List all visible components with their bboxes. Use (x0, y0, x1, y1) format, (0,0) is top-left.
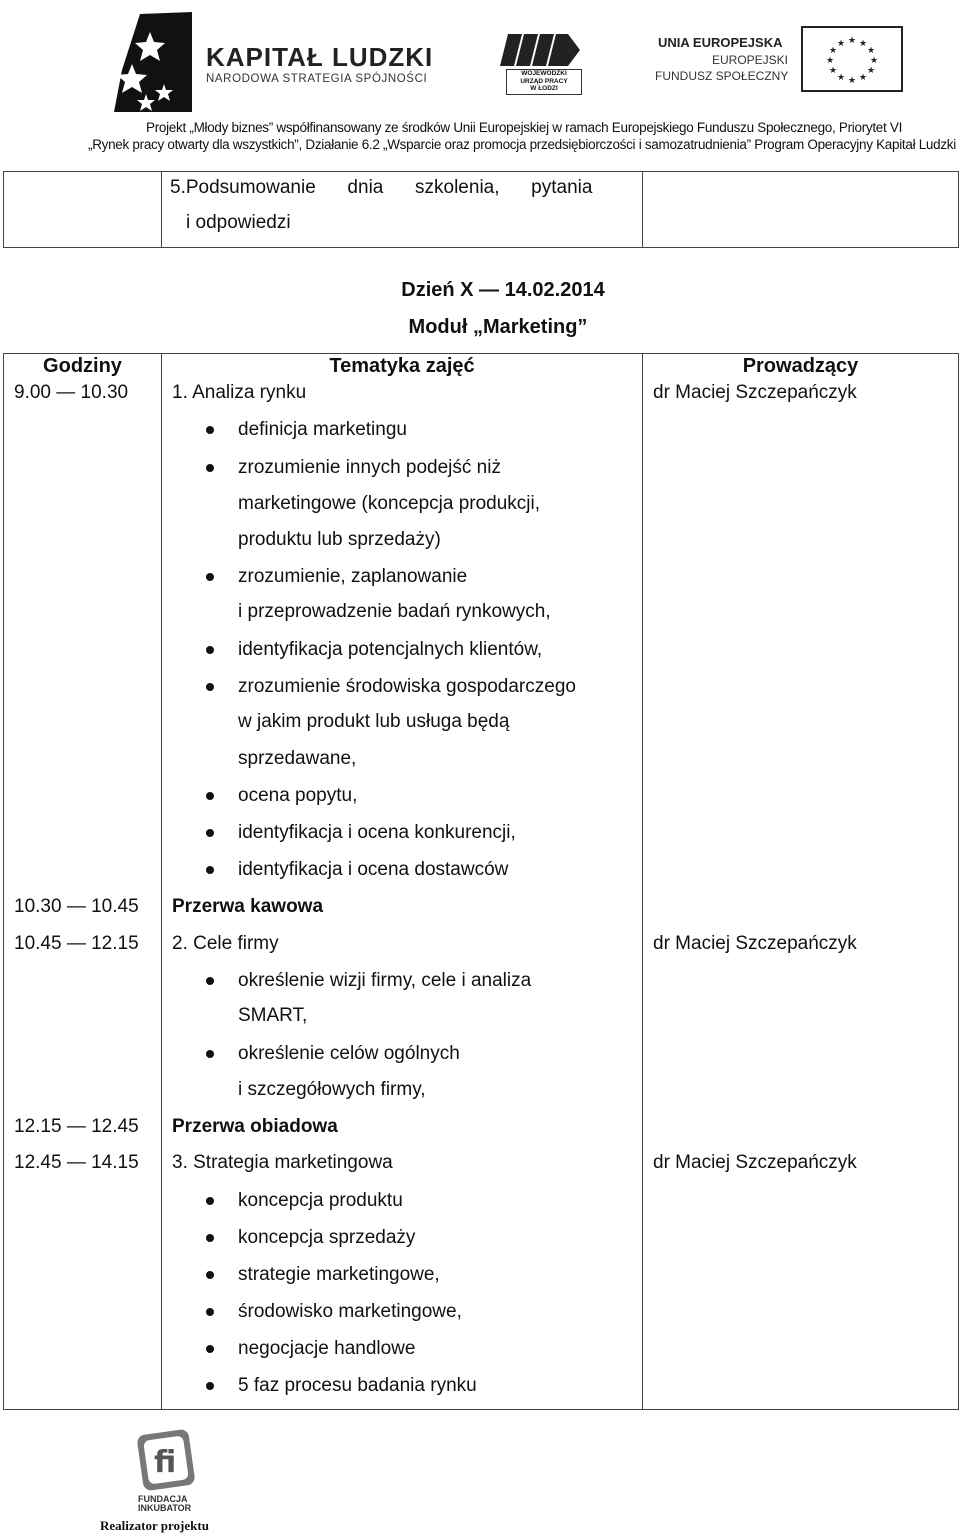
bullet-item-text: zrozumienie środowiska gospodarczego (238, 676, 576, 697)
bullet-item-text: koncepcja produktu (238, 1190, 403, 1211)
svg-text:★: ★ (828, 66, 838, 76)
kl-logo-title: KAPITAŁ LUDZKI (206, 42, 434, 72)
bullet-icon (206, 1050, 214, 1058)
kl-logo-subtitle: NARODOWA STRATEGIA SPÓJNOŚCI (206, 73, 428, 85)
eu-line: FUNDUSZ SPOŁECZNY (655, 69, 789, 83)
fundacja-inkubator-logo-icon (134, 1428, 198, 1494)
bullet-icon (206, 1308, 214, 1316)
wup-line: WOJEWÓDZKI (521, 70, 567, 77)
previous-topic-line: 5.Podsumowanie dnia szkolenia, pytania (170, 177, 593, 198)
footer-logo-line: FUNDACJA (138, 1494, 188, 1504)
day-title: Dzień X — 14.02.2014 (401, 279, 605, 301)
wup-emblem-icon (500, 30, 586, 70)
wup-label-box (506, 69, 582, 95)
bullet-item-text: i przeprowadzenie badań rynkowych, (238, 601, 551, 622)
bullet-icon (206, 464, 214, 472)
bullet-icon (206, 426, 214, 434)
svg-text:★: ★ (825, 56, 835, 66)
bullet-icon (206, 866, 214, 874)
eu-line: EUROPEJSKI (712, 53, 789, 67)
module-title: Moduł „Marketing” (408, 316, 588, 338)
bullet-item-text: w jakim produkt lub usługa będą (238, 711, 510, 732)
column-header-lecturer: Prowadzący (742, 355, 859, 377)
bullet-item-text: środowisko marketingowe, (238, 1301, 462, 1322)
row-hours: 9.00 — 10.30 (14, 382, 129, 403)
bullet-item-text: produktu lub sprzedaży) (238, 529, 441, 550)
svg-text:★: ★ (828, 46, 838, 56)
svg-text:★: ★ (847, 36, 857, 46)
wup-line: W ŁODZI (530, 85, 558, 92)
bullet-icon (206, 977, 214, 985)
row-hours: 10.45 — 12.15 (14, 933, 139, 954)
bullet-item-text: marketingowe (koncepcja produkcji, (238, 493, 541, 514)
wup-line: URZĄD PRACY (520, 77, 568, 85)
column-header-topic: Tematyka zajęć (329, 355, 475, 377)
bullet-item-text: zrozumienie innych podejść niż (238, 457, 501, 478)
eu-line: UNIA EUROPEJSKA (658, 35, 783, 50)
bullet-item-text: sprzedawane, (238, 748, 357, 769)
previous-topic-line: i odpowiedzi (186, 212, 291, 233)
bullet-icon (206, 1345, 214, 1353)
svg-text:★: ★ (836, 39, 846, 49)
svg-text:★: ★ (858, 39, 868, 49)
bullet-item-text: ocena popytu, (238, 785, 358, 806)
bullet-item-text: identyfikacja i ocena dostawców (238, 859, 509, 880)
svg-text:★: ★ (869, 56, 879, 66)
row-topic: 1. Analiza rynku (172, 382, 307, 403)
svg-text:★: ★ (866, 46, 876, 56)
bullet-icon (206, 1197, 214, 1205)
bullet-icon (206, 646, 214, 654)
bullet-icon (206, 1382, 214, 1390)
svg-text:fi: fi (154, 1445, 177, 1480)
bullet-icon (206, 573, 214, 581)
row-topic: Przerwa obiadowa (172, 1116, 338, 1137)
footer-logo-line: INKUBATOR (138, 1503, 192, 1513)
row-lecturer: dr Maciej Szczepańczyk (653, 382, 857, 403)
realizator-label: Realizator projektu (100, 1518, 209, 1533)
eu-flag-icon (801, 26, 903, 92)
project-info-line: „Rynek pracy otwarty dla wszystkich”, Działanie 6.2 „Wsparcie oraz promocja przedsiębiorczości i samozatrudnienia” Program Operacyjny Kapitał Ludzki (88, 137, 956, 152)
bullet-item-text: identyfikacja potencjalnych klientów, (238, 639, 543, 660)
bullet-icon (206, 1271, 214, 1279)
bullet-item-text: definicja marketingu (238, 419, 407, 440)
bullet-item-text: koncepcja sprzedaży (238, 1227, 416, 1248)
column-header-hours: Godziny (43, 355, 122, 377)
bullet-item-text: 5 faz procesu badania rynku (238, 1375, 477, 1396)
bullet-icon (206, 792, 214, 800)
row-hours: 10.30 — 10.45 (14, 896, 139, 917)
row-lecturer: dr Maciej Szczepańczyk (653, 1152, 857, 1173)
row-hours: 12.15 — 12.45 (14, 1116, 139, 1137)
bullet-item-text: zrozumienie, zaplanowanie (238, 566, 468, 587)
svg-text:★: ★ (836, 73, 846, 83)
row-topic: Przerwa kawowa (172, 896, 324, 917)
project-info-line: Projekt „Młody biznes” współfinansowany ze środków Unii Europejskiej w ramach Europejskiego Funduszu Społecznego, Priorytet VI (146, 120, 903, 135)
svg-text:★: ★ (847, 76, 857, 86)
bullet-item-text: SMART, (238, 1005, 308, 1026)
row-topic: 2. Cele firmy (172, 933, 279, 954)
svg-text:★: ★ (866, 66, 876, 76)
bullet-icon (206, 1234, 214, 1242)
bullet-icon (206, 683, 214, 691)
row-hours: 12.45 — 14.15 (14, 1152, 139, 1173)
bullet-item-text: określenie wizji firmy, cele i analiza (238, 970, 532, 991)
row-topic: 3. Strategia marketingowa (172, 1152, 393, 1173)
bullet-item-text: strategie marketingowe, (238, 1264, 440, 1285)
bullet-item-text: identyfikacja i ocena konkurencji, (238, 822, 516, 843)
kl-emblem-icon (112, 10, 194, 114)
bullet-icon (206, 829, 214, 837)
row-lecturer: dr Maciej Szczepańczyk (653, 933, 857, 954)
bullet-item-text: negocjacje handlowe (238, 1338, 416, 1359)
bullet-item-text: i szczegółowych firmy, (238, 1079, 426, 1100)
svg-text:★: ★ (858, 73, 868, 83)
bullet-item-text: określenie celów ogólnych (238, 1043, 460, 1064)
